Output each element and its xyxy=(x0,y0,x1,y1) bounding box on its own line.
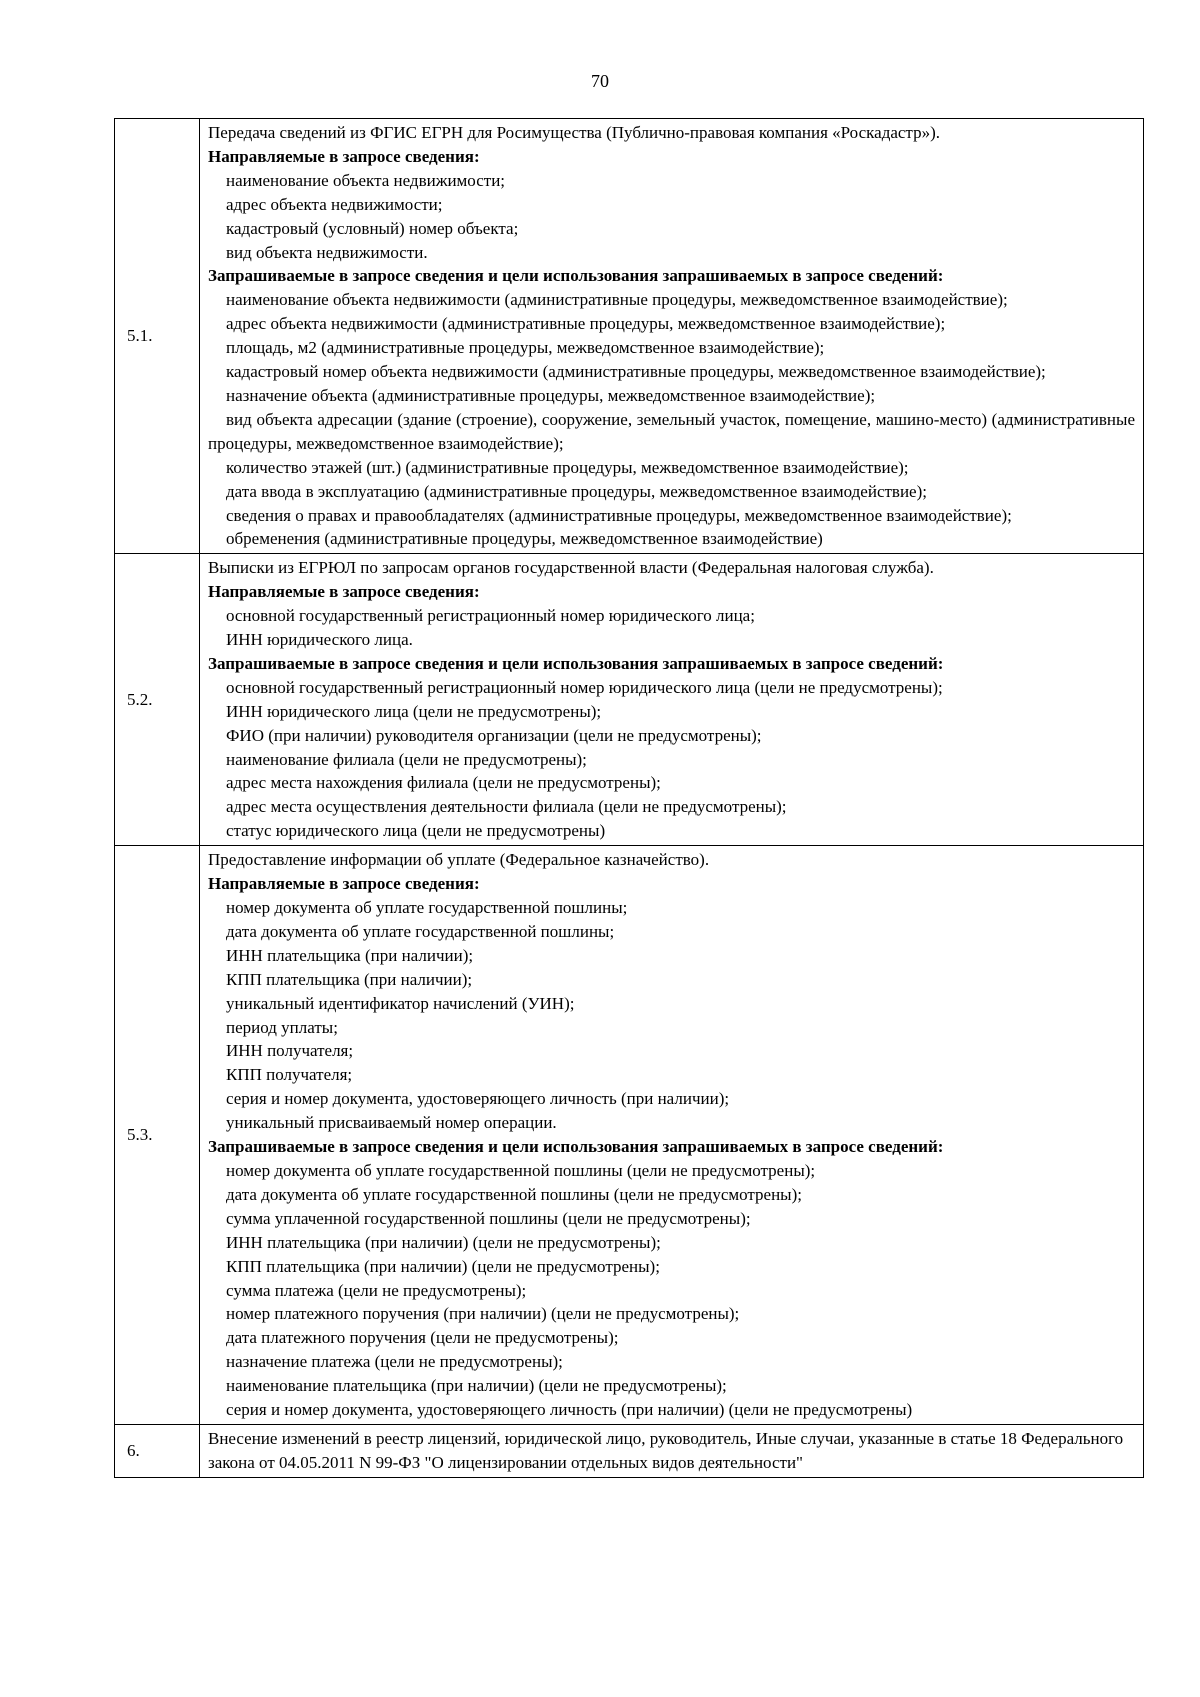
row-number: 5.2. xyxy=(115,554,200,846)
table-row-5-3 xyxy=(115,846,1144,1425)
row-title: Передача сведений из ФГИС ЕГРН для Росимущества (Публично-правовая компания «Роскадастр»). xyxy=(208,123,940,142)
row-content xyxy=(200,846,1144,1425)
row-number: 5.1. xyxy=(115,119,200,554)
list-item: ИНН плательщика (при наличии) (цели не предусмотрены); xyxy=(226,1232,661,1252)
row-title: Предоставление информации об уплате (Федеральное казначейство). xyxy=(208,850,710,870)
requested-header: Запрашиваемые в запросе сведения и цели использования запрашиваемых в запросе сведений: xyxy=(208,1137,944,1157)
list-item: дата документа об уплате государственной пошлины (цели не предусмотрены); xyxy=(226,1184,802,1204)
list-item: вид объекта адресации (здание (строение), сооружение, земельный участок, помещение, машино-место) (административные процедуры, межведомственное взаимодействие); xyxy=(208,409,1135,453)
list-item: дата платежного поручения (цели не предусмотрены); xyxy=(226,1328,619,1348)
list-item: кадастровый (условный) номер объекта; xyxy=(226,218,519,238)
list-item: период уплаты; xyxy=(226,1017,338,1037)
list-item: КПП плательщика (при наличии); xyxy=(226,969,473,989)
list-item: КПП плательщика (при наличии) (цели не предусмотрены); xyxy=(226,1256,660,1276)
list-item: адрес места осуществления деятельности филиала (цели не предусмотрены); xyxy=(226,797,787,817)
row-number: 5.3. xyxy=(115,846,200,1425)
list-item: наименование объекта недвижимости (административные процедуры, межведомственное взаимодействие); xyxy=(226,290,1008,310)
row-content xyxy=(200,1424,1144,1477)
list-item: наименование филиала (цели не предусмотрены); xyxy=(226,749,587,769)
list-item: адрес места нахождения филиала (цели не предусмотрены); xyxy=(226,773,661,793)
list-item: серия и номер документа, удостоверяющего личность (при наличии) (цели не предусмотрены) xyxy=(226,1400,913,1420)
requested-header: Запрашиваемые в запросе сведения и цели использования запрашиваемых в запросе сведений: xyxy=(208,266,944,286)
list-item: КПП получателя; xyxy=(226,1065,353,1085)
list-item: номер платежного поручения (при наличии) (цели не предусмотрены); xyxy=(226,1304,740,1324)
requested-list xyxy=(208,288,1135,551)
list-item: ИНН получателя; xyxy=(226,1041,354,1061)
list-item: назначение объекта (административные процедуры, межведомственное взаимодействие); xyxy=(226,385,876,405)
list-item: основной государственный регистрационный номер юридического лица (цели не предусмотрены); xyxy=(226,677,943,697)
table-body xyxy=(115,119,1144,1478)
list-item: сумма платежа (цели не предусмотрены); xyxy=(226,1280,527,1300)
row-content xyxy=(200,119,1144,554)
sent-header: Направляемые в запросе сведения: xyxy=(208,874,480,894)
page-number: 70 xyxy=(591,71,609,91)
list-item: площадь, м2 (административные процедуры, межведомственное взаимодействие); xyxy=(226,338,825,358)
table-row-5-1 xyxy=(115,119,1144,554)
list-item: ИНН плательщика (при наличии); xyxy=(226,945,474,965)
list-item: дата документа об уплате государственной пошлины; xyxy=(226,921,615,941)
list-item: сведения о правах и правообладателях (административные процедуры, межведомственное взаимодействие); xyxy=(226,505,1012,525)
list-item: количество этажей (шт.) (административные процедуры, межведомственное взаимодействие); xyxy=(226,457,909,477)
sent-header: Направляемые в запросе сведения: xyxy=(208,146,480,166)
list-item: основной государственный регистрационный номер юридического лица; xyxy=(226,606,755,626)
list-item: адрес объекта недвижимости; xyxy=(226,194,443,214)
row-number: 6. xyxy=(115,1424,200,1477)
list-item: номер документа об уплате государственной пошлины; xyxy=(226,898,628,917)
sent-header: Направляемые в запросе сведения: xyxy=(208,582,480,602)
list-item: вид объекта недвижимости. xyxy=(226,242,428,262)
sent-list xyxy=(208,169,1135,265)
row-title: Выписки из ЕГРЮЛ по запросам органов государственной власти (Федеральная налоговая служба). xyxy=(208,558,934,578)
sent-list xyxy=(208,896,1135,1135)
requested-list xyxy=(208,1159,1135,1422)
list-item: уникальный идентификатор начислений (УИН); xyxy=(226,993,575,1013)
list-item: назначение платежа (цели не предусмотрены); xyxy=(226,1352,563,1372)
list-item: уникальный присваиваемый номер операции. xyxy=(226,1113,557,1133)
list-item: кадастровый номер объекта недвижимости (административные процедуры, межведомственное взаимодействие); xyxy=(226,362,1046,382)
table-row-6 xyxy=(115,1424,1144,1477)
list-item: ИНН юридического лица. xyxy=(226,630,413,650)
list-item: адрес объекта недвижимости (административные процедуры, межведомственное взаимодействие); xyxy=(226,314,946,334)
row-title: Внесение изменений в реестр лицензий, юридической лицо, руководитель, Иные случаи, указанные в статье 18 Федерального закона от 04.05.2011 N 99-ФЗ "О лицензировании отдельных видов деятельности" xyxy=(208,1428,1124,1472)
list-item: статус юридического лица (цели не предусмотрены) xyxy=(226,821,606,841)
list-item: наименование объекта недвижимости; xyxy=(226,170,506,190)
sent-list xyxy=(208,604,1135,652)
list-item: серия и номер документа, удостоверяющего личность (при наличии); xyxy=(226,1089,730,1109)
table-row-5-2 xyxy=(115,554,1144,846)
list-item: дата ввода в эксплуатацию (административные процедуры, межведомственное взаимодействие); xyxy=(226,481,927,501)
requested-list xyxy=(208,676,1135,843)
list-item: номер документа об уплате государственной пошлины (цели не предусмотрены); xyxy=(226,1160,816,1180)
list-item: обременения (административные процедуры, межведомственное взаимодействие) xyxy=(226,529,823,549)
list-item: наименование плательщика (при наличии) (цели не предусмотрены); xyxy=(226,1376,727,1396)
list-item: сумма уплаченной государственной пошлины (цели не предусмотрены); xyxy=(226,1208,751,1228)
requested-header: Запрашиваемые в запросе сведения и цели использования запрашиваемых в запросе сведений: xyxy=(208,653,944,673)
list-item: ФИО (при наличии) руководителя организации (цели не предусмотрены); xyxy=(226,725,762,745)
document-table xyxy=(114,118,1144,1478)
row-content xyxy=(200,554,1144,846)
list-item: ИНН юридического лица (цели не предусмотрены); xyxy=(226,701,602,721)
